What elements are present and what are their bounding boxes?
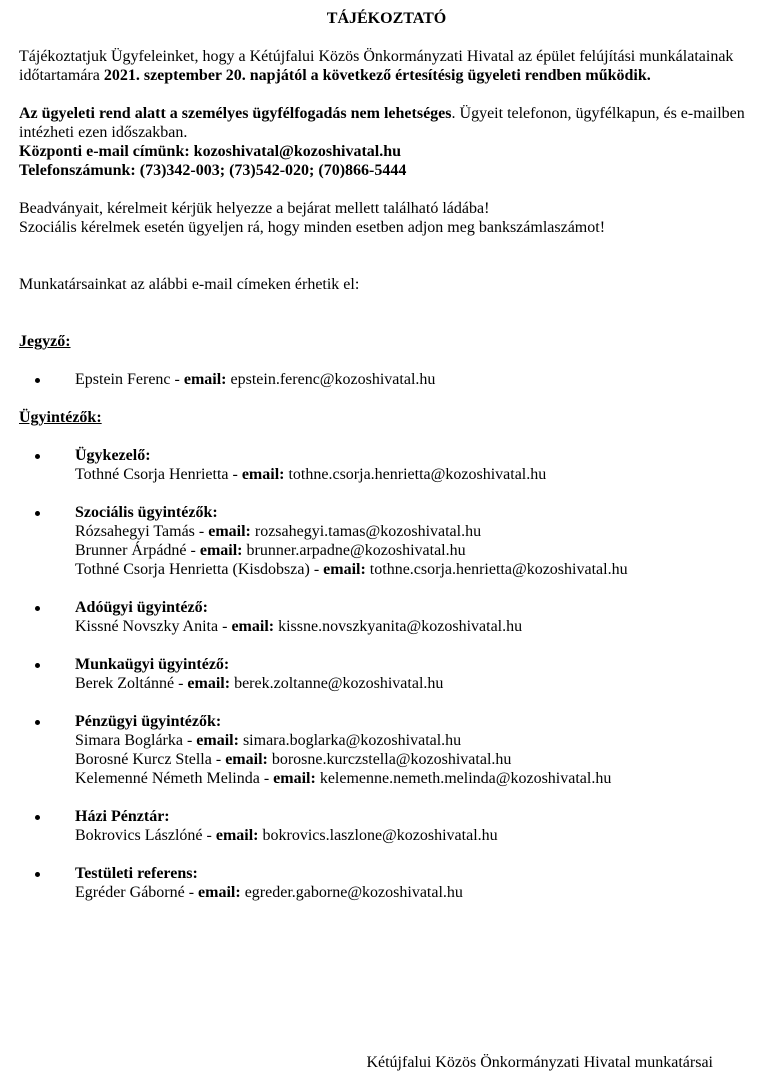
group-spacer: [19, 636, 754, 655]
person-name: Simara Boglárka -: [75, 732, 197, 749]
person-name: Bokrovics Lászlóné -: [75, 827, 216, 844]
email-label: email:: [215, 827, 259, 844]
email-label: email:: [273, 770, 316, 787]
list-item: [19, 712, 754, 788]
email-label: email:: [196, 732, 239, 749]
staff-entry: [75, 617, 754, 636]
email-address: berek.zoltanne@kozoshivatal.hu: [234, 675, 444, 692]
email-address: epstein.ferenc@kozoshivatal.hu: [230, 371, 436, 388]
email-address: bokrovics.laszlone@kozoshivatal.hu: [262, 827, 498, 844]
email-label: email:: [198, 884, 241, 901]
staff-entry: [75, 883, 754, 902]
group-label: Szociális ügyintézők:: [75, 504, 218, 521]
person-name: Rózsahegyi Tamás -: [75, 523, 209, 540]
email-address: borosne.kurczstella@kozoshivatal.hu: [271, 751, 512, 768]
notice-bold-text: Az ügyeleti rend alatt a személyes ügyfélfogadás nem lehetséges: [19, 105, 452, 122]
intro-date-text: 2021. szeptember 20. napjától a következő értesítésig ügyeleti rendben működik.: [103, 67, 651, 84]
staff-entry: [75, 826, 754, 845]
list-item: [19, 655, 754, 693]
intro-text: Tájékoztatjuk Ügyfeleinket, hogy a Kétújfalui Közös Önkormányzati Hivatal az épület felújítási munkálatainak időtartamára: [19, 48, 734, 84]
email-address: kelemenne.nemeth.melinda@kozoshivatal.hu: [319, 770, 612, 787]
email-label: email:: [241, 466, 285, 483]
staff-intro: Munkatársainkat az alábbi e-mail címeken érhetik el:: [19, 276, 360, 293]
notice-text: . Ügyeit telefonon, ügyfélkapun, és e-mailben intézheti ezen időszakban.: [19, 105, 745, 141]
staff-entry: [75, 541, 754, 560]
intro-paragraph: [19, 47, 754, 85]
staff-entry: [75, 465, 754, 484]
group-spacer: [19, 845, 754, 864]
group-spacer: [19, 693, 754, 712]
email-label: email:: [187, 675, 231, 692]
person-name: Tothné Csorja Henrietta -: [75, 466, 242, 483]
phone-numbers-line: Telefonszámunk: (73)342-003; (73)542-020; (70)866-5444: [19, 162, 407, 179]
notice-paragraph: [19, 104, 754, 142]
notary-heading: Jegyző:: [19, 333, 71, 350]
group-spacer: [19, 788, 754, 807]
person-name: Kelemenné Németh Melinda -: [75, 770, 274, 787]
person-name: Epstein Ferenc -: [75, 371, 184, 388]
email-label: email:: [323, 561, 366, 578]
staff-entry: [75, 769, 754, 788]
document-page: [19, 9, 754, 902]
group-label: Adóügyi ügyintéző:: [75, 599, 208, 616]
group-label: Munkaügyi ügyintéző:: [75, 656, 230, 673]
person-name: Tothné Csorja Henrietta (Kisdobsza) -: [75, 561, 324, 578]
person-name: Brunner Árpádné -: [75, 542, 200, 559]
list-item: [19, 598, 754, 636]
email-address: brunner.arpadne@kozoshivatal.hu: [246, 542, 466, 559]
group-label: Házi Pénztár:: [75, 808, 170, 825]
central-email-line: Központi e-mail címünk: kozoshivatal@kozoshivatal.hu: [19, 143, 402, 160]
group-label: Pénzügyi ügyintézők:: [75, 713, 222, 730]
group-spacer: [19, 579, 754, 598]
email-address: simara.boglarka@kozoshivatal.hu: [242, 732, 462, 749]
person-name: Berek Zoltánné -: [75, 675, 188, 692]
email-address: tothne.csorja.henrietta@kozoshivatal.hu: [288, 466, 547, 483]
document-title: TÁJÉKOZTATÓ: [326, 10, 447, 27]
group-label: Ügykezelő:: [75, 447, 151, 464]
list-item: [19, 446, 754, 484]
email-label: email:: [183, 371, 227, 388]
email-address: tothne.csorja.henrietta@kozoshivatal.hu: [369, 561, 628, 578]
list-item: [19, 807, 754, 845]
signature: Kétújfalui Közös Önkormányzati Hivatal munkatársai: [366, 1054, 713, 1071]
person-name: Kissné Novszky Anita -: [75, 618, 232, 635]
list-item: [19, 503, 754, 579]
staff-entry: [75, 731, 754, 750]
staff-entry: [75, 522, 754, 541]
email-label: email:: [225, 751, 268, 768]
email-address: rozsahegyi.tamas@kozoshivatal.hu: [254, 523, 482, 540]
clerk-groups-list: [19, 446, 754, 902]
list-item: [19, 370, 754, 389]
submission-line-2: Szociális kérelmek esetén ügyeljen rá, hogy minden esetben adjon meg bankszámlaszámot!: [19, 219, 606, 236]
submission-line-1: Beadványait, kérelmeit kérjük helyezze a bejárat mellett található ládába!: [19, 200, 490, 217]
clerks-heading: Ügyintézők:: [19, 409, 102, 426]
email-label: email:: [199, 542, 243, 559]
staff-entry: [75, 674, 754, 693]
group-spacer: [19, 484, 754, 503]
email-address: kissne.novszkyanita@kozoshivatal.hu: [278, 618, 523, 635]
person-name: Egréder Gáborné -: [75, 884, 199, 901]
email-label: email:: [208, 523, 251, 540]
list-item: [19, 864, 754, 902]
staff-entry: [75, 750, 754, 769]
group-label: Testületi referens:: [75, 865, 198, 882]
email-label: email:: [231, 618, 275, 635]
notary-list: [19, 370, 754, 389]
staff-entry: [75, 560, 754, 579]
person-name: Borosné Kurcz Stella -: [75, 751, 226, 768]
email-address: egreder.gaborne@kozoshivatal.hu: [244, 884, 463, 901]
